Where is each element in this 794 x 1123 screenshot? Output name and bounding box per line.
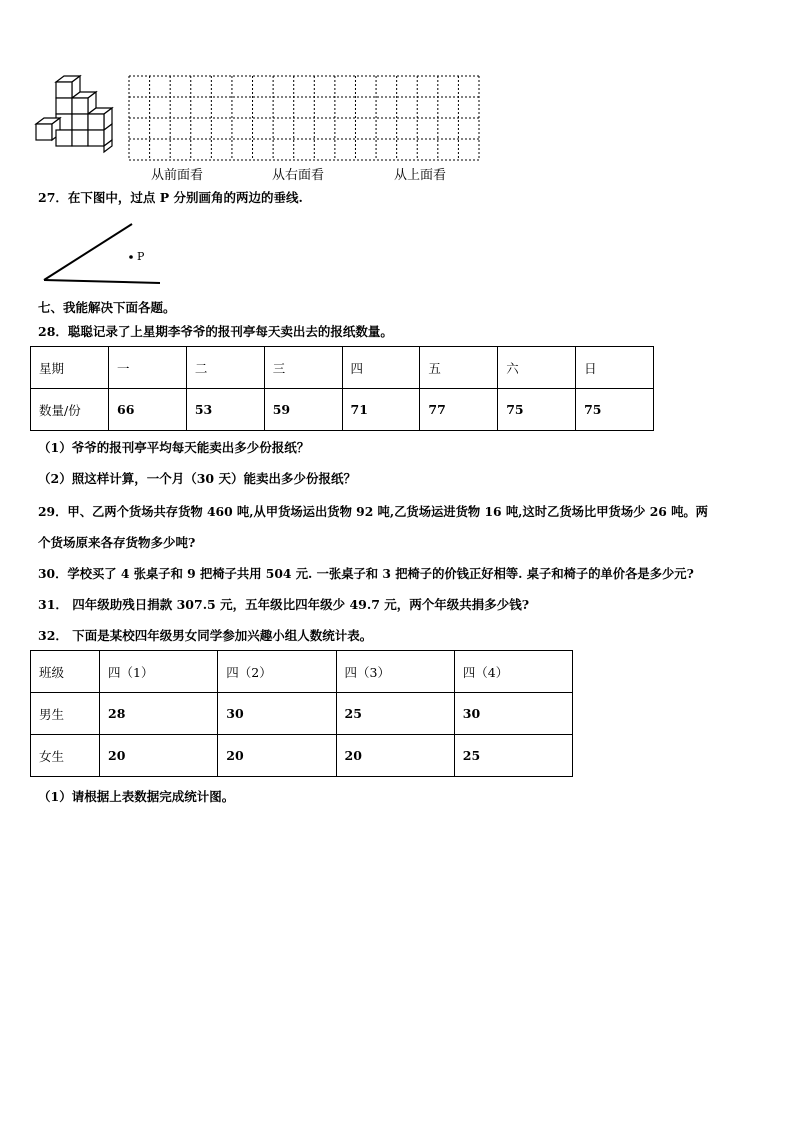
table-cell: 六 [498, 347, 576, 389]
table-cell: 77 [420, 389, 498, 431]
table-cell: 71 [342, 389, 420, 431]
table-cell: 25 [454, 735, 572, 777]
table-cell: 20 [100, 735, 218, 777]
interest-group-table [30, 650, 573, 777]
table-cell: 男生 [31, 693, 100, 735]
table-cell: 四（3） [336, 651, 454, 693]
table-cell: 三 [264, 347, 342, 389]
table-cell: 日 [576, 347, 654, 389]
question-30: 30．学校买了 4 张桌子和 9 把椅子共用 504 元. 一张桌子和 3 把椅子的价钱正好相等. 桌子和椅子的单价各是多少元? [38, 566, 694, 581]
question-28-sub-1: （1）爷爷的报刊亭平均每天能卖出多少份报纸？ [38, 440, 310, 455]
table-row [31, 389, 654, 431]
table-cell: 五 [420, 347, 498, 389]
table-cell: 四（2） [218, 651, 336, 693]
dashed-drawing-grid [128, 75, 480, 161]
table-cell: 20 [218, 735, 336, 777]
table-cell: 一 [109, 347, 187, 389]
question-32: 32． 下面是某校四年级男女同学参加兴趣小组人数统计表。 [38, 628, 373, 643]
table-cell: 数量/份 [31, 389, 109, 431]
cube-stack-figure [34, 72, 116, 158]
table-cell: 25 [336, 693, 454, 735]
table-cell: 30 [454, 693, 572, 735]
table-header-row [31, 347, 654, 389]
table-cell: 59 [264, 389, 342, 431]
question-27: 27．在下图中，过点 P 分别画角的两边的垂线. [38, 190, 303, 205]
table-header-row [31, 651, 573, 693]
table-cell: 20 [336, 735, 454, 777]
view-label-right: 从右面看 [272, 168, 325, 183]
view-label-front: 从前面看 [151, 168, 204, 183]
section-7-heading: 七、我能解决下面各题。 [38, 300, 176, 315]
view-label-top: 从上面看 [394, 168, 447, 183]
table-cell: 四（1） [100, 651, 218, 693]
table-cell: 星期 [31, 347, 109, 389]
newspaper-sales-table [30, 346, 654, 431]
table-cell: 二 [186, 347, 264, 389]
question-29-line-2: 个货场原来各存货物多少吨? [38, 535, 196, 550]
question-29-line-1: 29．甲、乙两个货场共存货物 460 吨,从甲货场运出货物 92 吨,乙货场运进货物 16 吨,这时乙货场比甲货场少 26 吨。两 [38, 504, 708, 519]
table-cell: 66 [109, 389, 187, 431]
question-28-sub-2: （2）照这样计算，一个月（30 天）能卖出多少份报纸？ [38, 471, 356, 486]
point-p [129, 255, 133, 259]
table-cell: 四 [342, 347, 420, 389]
question-31: 31． 四年级助残日捐款 307.5 元，五年级比四年级少 49.7 元，两个年级共捐多少钱? [38, 597, 530, 612]
table-cell: 28 [100, 693, 218, 735]
angle-figure [40, 218, 170, 288]
table-cell: 53 [186, 389, 264, 431]
table-cell: 四（4） [454, 651, 572, 693]
table-cell: 75 [576, 389, 654, 431]
table-cell: 班级 [31, 651, 100, 693]
table-cell: 女生 [31, 735, 100, 777]
table-row [31, 693, 573, 735]
table-row [31, 735, 573, 777]
question-32-sub-1: （1）请根据上表数据完成统计图。 [38, 789, 235, 804]
table-cell: 75 [498, 389, 576, 431]
question-28: 28．聪聪记录了上星期李爷爷的报刊亭每天卖出去的报纸数量。 [38, 324, 393, 339]
point-p-label: P [137, 250, 145, 263]
table-cell: 30 [218, 693, 336, 735]
